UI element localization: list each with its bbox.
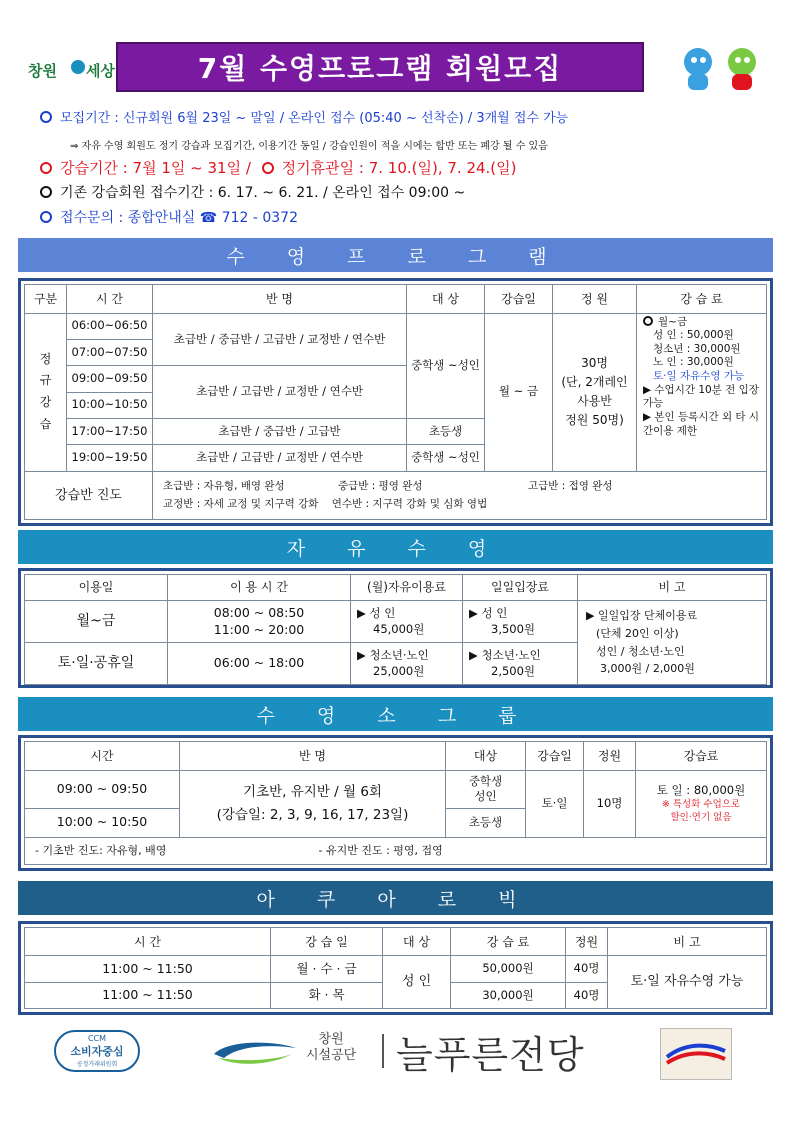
category-regular: 정 규 강 습 [25, 313, 67, 471]
fee-cell: 50,000원 [451, 956, 566, 982]
time-cell: 11:00 ~ 11:50 [25, 982, 271, 1008]
section-swim-program: 수 영 프 로 그 램 [18, 238, 773, 272]
header-capacity: 정원 [584, 742, 636, 771]
target-cell: 중학생 성인 [446, 771, 526, 809]
time-cell: 07:00~07:50 [67, 339, 153, 365]
header-use-time: 이 용 시 간 [168, 575, 351, 601]
circle-bullet-icon [40, 111, 52, 123]
section-aquarobics: 아 쿠 아 로 빅 [18, 881, 773, 915]
class-cell: 초급반 / 고급반 / 교정반 / 연수반 [153, 445, 407, 471]
ccm-logo: CCM 소비자중심 공정거래위원회 [54, 1030, 140, 1072]
header-remark: 비 고 [608, 928, 767, 956]
monthly-fee-cell: ▶ 청소년·노인 25,000원 [351, 643, 463, 685]
days-cell: 토·일 [526, 771, 584, 838]
swim-program-table [18, 278, 773, 526]
header-time: 시 간 [67, 285, 153, 314]
header-fee: 강 습 료 [637, 285, 767, 314]
swoosh-icon [210, 1038, 300, 1068]
target-cell: 초등생 [446, 808, 526, 837]
monthly-fee-cell: ▶ 성 인 45,000원 [351, 601, 463, 643]
inquiry: 접수문의 : 종합안내실 ☎ 712 - 0372 [40, 207, 298, 227]
header-fee: 강 습 료 [451, 928, 566, 956]
fee-cell: 30,000원 [451, 982, 566, 1008]
header-remark: 비 고 [578, 575, 767, 601]
progress-detail: 초급반 : 자유형, 배영 완성 중급반 : 평영 완성 고급반 : 접영 완성 교정반 : 자세 교정 및 지구력 강화 연수반 : 지구력 강화 및 심화 영법 [153, 471, 767, 519]
group-progress: - 기초반 진도: 자유형, 배영 - 유지반 진도 : 평영, 접영 [25, 837, 767, 864]
days-cell: 월 · 수 · 금 [271, 956, 383, 982]
svg-text:세상: 세상 [86, 62, 115, 80]
class-cell: 초급반 / 고급반 / 교정반 / 연수반 [153, 366, 407, 419]
header-capacity: 정원 [566, 928, 608, 956]
page-title: 7월 수영프로그램 회원모집 [116, 42, 644, 92]
circle-bullet-icon [643, 316, 653, 326]
venue-name: 늘푸른전당 [396, 1033, 585, 1077]
header-days: 강 습 일 [271, 928, 383, 956]
swim-group-table [18, 735, 773, 871]
time-cell: 10:00~10:50 [67, 392, 153, 418]
target-cell: 중학생 ~성인 [407, 445, 485, 471]
capacity-cell: 40명 [566, 956, 608, 982]
recruit-period: 모집기간 : 신규회원 6월 23일 ~ 말일 / 온라인 접수 (05:40 ~ 선착순) / 3개월 접수 가능 [40, 107, 568, 126]
days-cell: 화 · 목 [271, 982, 383, 1008]
section-free-swim: 자 유 수 영 [18, 530, 773, 564]
time-cell: 09:00~09:50 [67, 366, 153, 392]
use-time-cell: 06:00 ~ 18:00 [168, 643, 351, 685]
remark-cell: 토·일 자유수영 가능 [608, 956, 767, 1009]
header-monthly-fee: (월)자유이용료 [351, 575, 463, 601]
time-cell: 19:00~19:50 [67, 445, 153, 471]
class-cell: 기초반, 유지반 / 월 6회 (강습일: 2, 3, 9, 16, 17, 23일) [180, 771, 446, 838]
target-cell: 중학생 ~성인 [407, 313, 485, 418]
capacity-cell: 30명 (단, 2개레인 사용반 정원 50명) [553, 313, 637, 471]
logo [28, 48, 115, 86]
class-cell: 초급반 / 중급반 / 고급반 [153, 418, 407, 444]
time-cell: 10:00 ~ 10:50 [25, 808, 180, 837]
header-class: 반 명 [153, 285, 407, 314]
header-category: 구분 [25, 285, 67, 314]
fee-cell: 월~금 성 인 : 50,000원 청소년 : 30,000원 노 인 : 30,000원 토·일 자유수영 가능 ▶ 수업시간 10분 전 입장가능 ▶ 본인 등록시간 외 타 시간이용 제한 [637, 313, 767, 471]
header-target: 대상 [446, 742, 526, 771]
time-cell: 09:00 ~ 09:50 [25, 771, 180, 809]
time-cell: 06:00~06:50 [67, 313, 153, 339]
circle-bullet-icon [40, 162, 52, 174]
certification-emblem [660, 1028, 732, 1080]
svg-text:창원: 창원 [28, 62, 57, 80]
divider [382, 1034, 384, 1068]
circle-bullet-icon [40, 186, 52, 198]
use-day-cell: 토·일·공휴일 [25, 643, 168, 685]
fee-cell: 토 일 : 80,000원 ※ 특성화 수업으로 할인·연기 없음 [636, 771, 767, 838]
time-cell: 11:00 ~ 11:50 [25, 956, 271, 982]
circle-bullet-icon [262, 162, 274, 174]
header-target: 대 상 [383, 928, 451, 956]
header-capacity: 정 원 [553, 285, 637, 314]
circle-bullet-icon [40, 211, 52, 223]
header-days: 강습일 [485, 285, 553, 314]
header-days: 강습일 [526, 742, 584, 771]
daily-fee-cell: ▶ 성 인 3,500원 [463, 601, 578, 643]
class-cell: 초급반 / 중급반 / 고급반 / 교정반 / 연수반 [153, 313, 407, 366]
remark-cell: ▶ 일일입장 단체이용료 (단체 20인 이상) 성인 / 청소년·노인 3,000원 / 2,000원 [578, 601, 767, 685]
existing-registration: 기존 강습회원 접수기간 : 6. 17. ~ 6. 21. / 온라인 접수 09:00 ~ [40, 182, 465, 202]
header-class: 반 명 [180, 742, 446, 771]
progress-label: 강습반 진도 [25, 471, 153, 519]
capacity-cell: 40명 [566, 982, 608, 1008]
recruit-note: ⇒ 자유 수영 회원도 정기 강습과 모집기간, 이용기간 동일 / 강습인원이 적을 시에는 합반 또는 폐강 될 수 있음 [70, 141, 548, 152]
header-use-day: 이용일 [25, 575, 168, 601]
header-time: 시간 [25, 742, 180, 771]
class-period: 강습기간 : 7월 1일 ~ 31일 / 정기휴관일 : 7. 10.(일), 7. 24.(일) [40, 157, 517, 178]
use-time-cell: 08:00 ~ 08:50 11:00 ~ 20:00 [168, 601, 351, 643]
use-day-cell: 월~금 [25, 601, 168, 643]
target-cell: 초등생 [407, 418, 485, 444]
time-cell: 17:00~17:50 [67, 418, 153, 444]
header-target: 대 상 [407, 285, 485, 314]
aquarobics-table [18, 921, 773, 1015]
section-swim-group: 수 영 소 그 룹 [18, 697, 773, 731]
header-time: 시 간 [25, 928, 271, 956]
days-cell: 월 ~ 금 [485, 313, 553, 471]
corp-logo: 창원 시설공단 [210, 1030, 370, 1074]
header-daily-fee: 일일입장료 [463, 575, 578, 601]
capacity-cell: 10명 [584, 771, 636, 838]
target-cell: 성 인 [383, 956, 451, 1009]
daily-fee-cell: ▶ 청소년·노인 2,500원 [463, 643, 578, 685]
mascot-icon [676, 42, 766, 94]
header-fee: 강습료 [636, 742, 767, 771]
free-swim-table [18, 568, 773, 688]
